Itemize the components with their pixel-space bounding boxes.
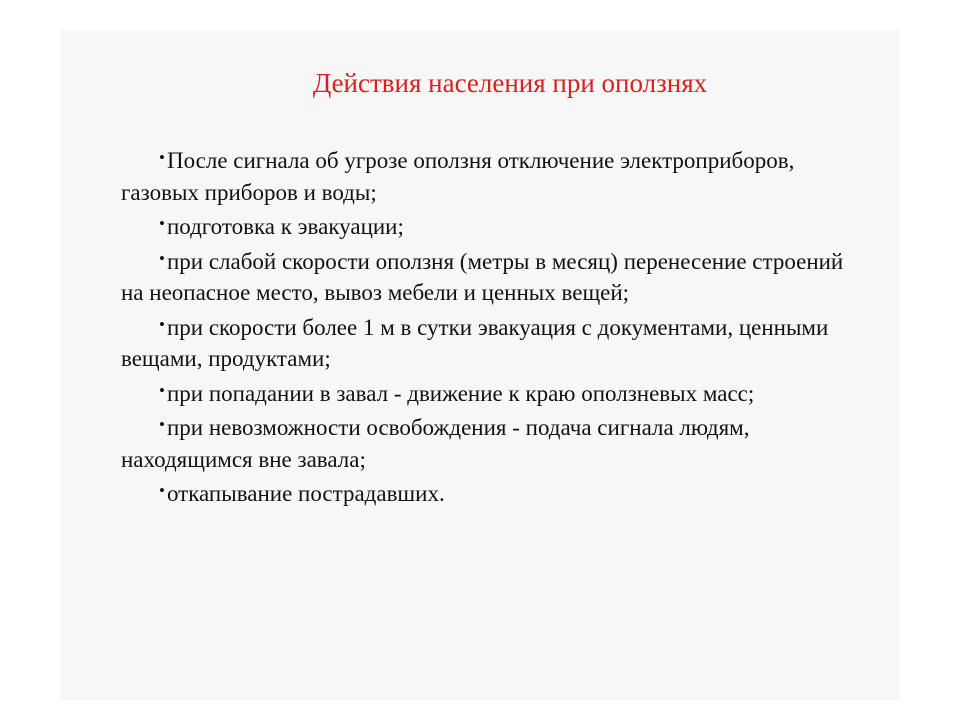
list-item-text: при невозможности освобождения - подача сигнала людям, находящимся вне завала; [121,415,750,472]
bullet-dot: • [159,481,165,500]
list-item-text: при попадании в завал - движение к краю оползневых масс; [166,380,755,406]
bullet-dot: • [159,214,165,233]
list-item [121,243,861,309]
list-item [121,409,861,475]
list-item-text: После сигнала об угрозе оползня отключение электроприборов, газовых приборов и воды; [121,148,795,205]
list-item [121,375,861,410]
list-item [121,142,861,208]
bullet-dot: • [159,248,165,268]
list-item-text: подготовка к эвакуации; [166,214,404,239]
list-item-text: откапывание пострадавших. [166,481,445,506]
bullet-list [121,142,861,510]
bullet-dot: • [159,314,165,334]
slide-title: Действия населения при оползнях [312,68,708,98]
bullet-dot: • [159,415,165,434]
list-item [121,475,861,510]
list-item-text: при слабой скорости оползня (метры в месяц) перенесение строений на неопасное место, вывоз мебели и ценных вещей; [121,248,844,305]
list-item-text: при скорости более 1 м в сутки эвакуация с документами, ценными вещами, продуктами; [121,314,829,371]
bullet-dot: • [159,148,165,167]
list-item [121,309,861,375]
list-item [121,208,861,243]
bullet-dot: • [159,380,165,400]
